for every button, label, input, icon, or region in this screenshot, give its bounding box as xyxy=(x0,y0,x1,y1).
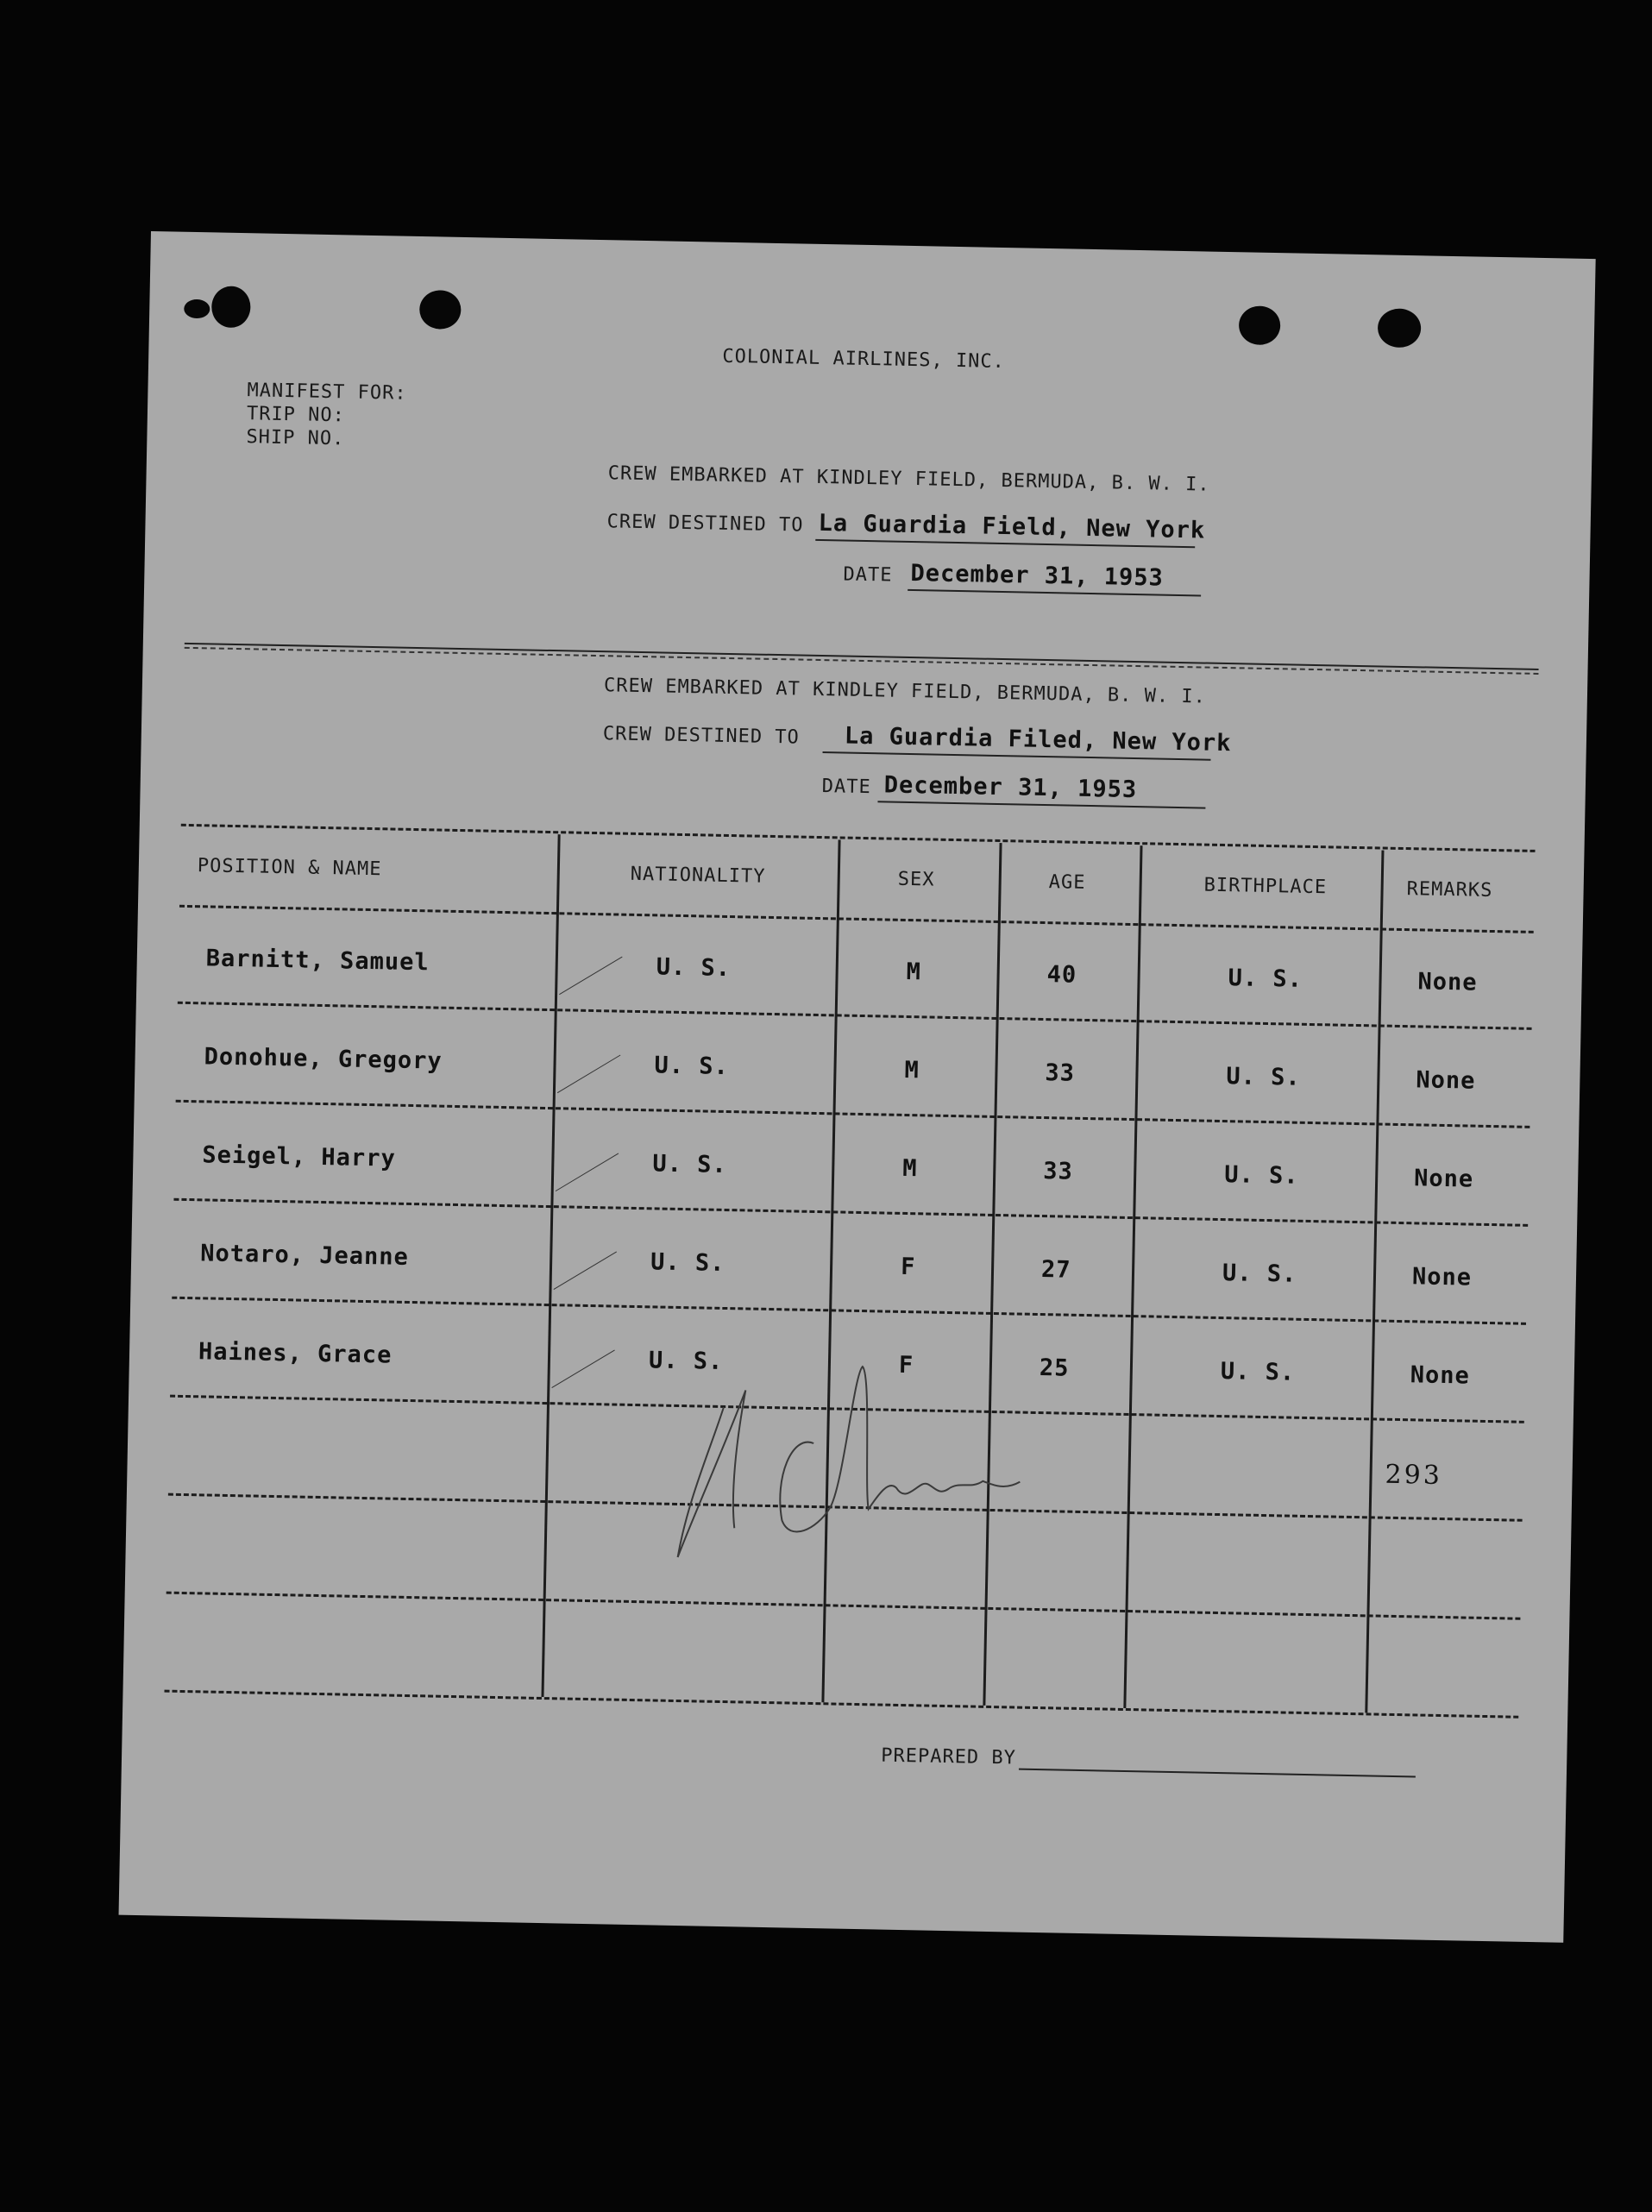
cell-nationality: U. S. xyxy=(652,1150,727,1179)
cell-name: Notaro, Jeanne xyxy=(199,1240,410,1271)
table-rule xyxy=(176,1100,1530,1128)
total-count: 293 xyxy=(1385,1459,1443,1491)
cell-name: Haines, Grace xyxy=(198,1338,393,1369)
date-value-1: December 31, 1953 xyxy=(910,559,1165,592)
check-mark xyxy=(554,1252,617,1291)
date-label-2: DATE xyxy=(821,776,872,799)
destined-label-1: CREW DESTINED TO xyxy=(606,511,804,537)
cell-nationality: U. S. xyxy=(648,1347,724,1375)
cell-birthplace: U. S. xyxy=(1220,1358,1296,1386)
cell-remarks: None xyxy=(1410,1361,1471,1390)
table-rule-bottom xyxy=(164,1690,1518,1719)
punch-hole xyxy=(1378,308,1422,348)
trip-no-label: TRIP NO: xyxy=(246,403,346,427)
date-underline-2 xyxy=(877,801,1205,808)
punch-hole xyxy=(419,290,462,330)
cell-remarks: None xyxy=(1411,1263,1473,1291)
table-rule xyxy=(178,1002,1532,1030)
cell-remarks: None xyxy=(1416,1066,1476,1095)
destined-value-1: La Guardia Field, New York xyxy=(818,509,1206,544)
table-col-divider xyxy=(541,834,560,1697)
cell-nationality: U. S. xyxy=(656,953,732,983)
punch-hole xyxy=(1239,305,1281,345)
manifest-page xyxy=(119,231,1596,1943)
handwritten-signature xyxy=(660,1351,1027,1577)
cell-birthplace: U. S. xyxy=(1228,965,1303,993)
table-col-divider xyxy=(1365,851,1384,1713)
check-mark xyxy=(559,957,622,996)
prepared-by-underline xyxy=(1019,1769,1416,1778)
cell-sex: F xyxy=(900,1253,916,1281)
embarked-line-1: CREW EMBARKED AT KINDLEY FIELD, BERMUDA, B. W. I. xyxy=(607,462,1210,496)
cell-remarks: None xyxy=(1417,968,1478,996)
date-label-1: DATE xyxy=(843,563,893,587)
col-header-sex: SEX xyxy=(897,868,935,891)
destined-value-2: La Guardia Filed, New York xyxy=(844,722,1232,757)
cell-birthplace: U. S. xyxy=(1222,1260,1297,1288)
cell-age: 25 xyxy=(1039,1354,1070,1382)
cell-age: 40 xyxy=(1046,961,1077,989)
cell-age: 33 xyxy=(1045,1059,1076,1087)
col-header-birthplace: BIRTHPLACE xyxy=(1203,874,1328,899)
col-header-nationality: NATIONALITY xyxy=(630,863,766,888)
embarked-line-2: CREW EMBARKED AT KINDLEY FIELD, BERMUDA, B. W. I. xyxy=(603,675,1207,708)
table-rule xyxy=(173,1198,1528,1227)
table-rule-top xyxy=(181,824,1536,852)
col-header-age: AGE xyxy=(1048,871,1086,894)
cell-name: Barnitt, Samuel xyxy=(205,945,430,977)
date-value-2: December 31, 1953 xyxy=(883,771,1138,804)
section-divider xyxy=(185,643,1539,675)
cell-remarks: None xyxy=(1413,1165,1474,1193)
cell-birthplace: U. S. xyxy=(1226,1063,1301,1091)
cell-sex: M xyxy=(906,958,922,986)
prepared-by-label: PREPARED BY xyxy=(880,1744,1017,1769)
cell-sex: M xyxy=(902,1154,918,1183)
punch-hole xyxy=(184,299,210,319)
check-mark xyxy=(551,1350,614,1389)
cell-name: Seigel, Harry xyxy=(202,1141,397,1172)
check-mark xyxy=(557,1055,620,1094)
table-rule-header xyxy=(179,905,1534,933)
col-header-remarks: REMARKS xyxy=(1406,878,1493,902)
cell-nationality: U. S. xyxy=(654,1052,730,1081)
cell-age: 27 xyxy=(1040,1256,1071,1284)
cell-sex: F xyxy=(898,1351,914,1379)
cell-birthplace: U. S. xyxy=(1223,1161,1299,1190)
punch-hole xyxy=(211,286,251,328)
table-rule xyxy=(166,1592,1521,1620)
table-col-divider xyxy=(1123,845,1142,1708)
check-mark xyxy=(556,1153,619,1192)
table-rule xyxy=(172,1297,1526,1325)
destined-label-2: CREW DESTINED TO xyxy=(602,723,801,749)
col-header-position-name: POSITION & NAME xyxy=(197,855,382,881)
cell-sex: M xyxy=(904,1056,920,1084)
cell-nationality: U. S. xyxy=(650,1248,725,1277)
ship-no-label: SHIP NO. xyxy=(246,426,345,450)
company-name: COLONIAL AIRLINES, INC. xyxy=(722,345,1006,374)
cell-age: 33 xyxy=(1042,1158,1074,1185)
manifest-for-label: MANIFEST FOR: xyxy=(247,380,407,405)
cell-name: Donohue, Gregory xyxy=(204,1043,443,1075)
